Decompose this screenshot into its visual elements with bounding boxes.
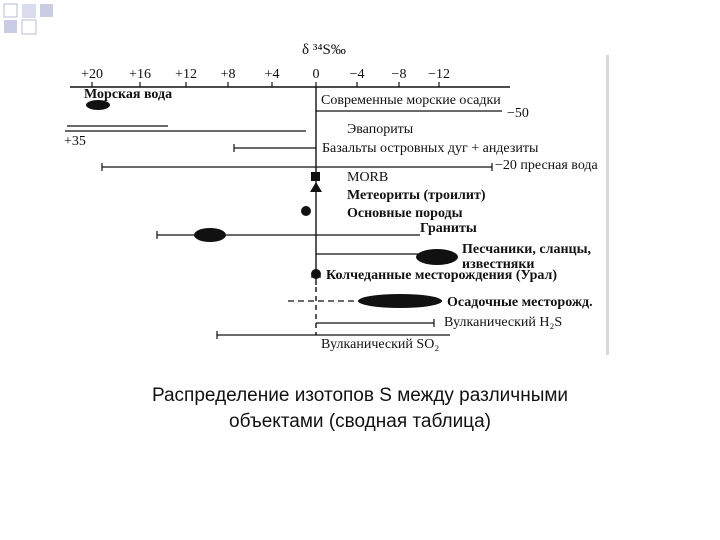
- label-sea-water: Морская вода: [84, 87, 173, 102]
- label-pyrite-deposits: Колчеданные месторождения (Урал): [326, 268, 558, 283]
- tick-label: −12: [428, 67, 450, 82]
- label-minus50: −50: [507, 106, 529, 121]
- tick-label: 0: [312, 67, 320, 82]
- label-meteorites: Метеориты (троилит): [347, 188, 486, 203]
- axis-title: δ ³⁴S‰: [302, 42, 346, 58]
- sandstones-marker: [416, 249, 458, 265]
- axis-tick-labels: [81, 67, 450, 82]
- tick-label: +8: [220, 67, 236, 82]
- label-volcanic-so2: Вулканический SO₂: [321, 337, 440, 352]
- label-modern-sea-sediments: Современные морские осадки: [321, 93, 501, 108]
- scan-edge: [606, 55, 609, 355]
- label-evaporites: Эвапориты: [347, 122, 414, 137]
- label-sandstones-2: известняки: [462, 257, 535, 272]
- label-sedimentary-deposits: Осадочные месторожд.: [447, 295, 593, 310]
- tick-label: −8: [391, 67, 407, 82]
- caption-line-1: Распределение изотопов S между различными: [151, 385, 569, 406]
- label-arc-basalts: Базальты островных дуг + андезиты: [322, 141, 539, 156]
- label-fresh-water: −20 пресная вода: [495, 158, 598, 173]
- basic-rocks-marker: [301, 206, 311, 216]
- tick-label: +4: [264, 67, 280, 82]
- sulfur-isotope-diagram: [40, 35, 620, 360]
- tick-label: +16: [129, 67, 151, 82]
- label-volcanic-h2s: Вулканический H₂S: [444, 315, 563, 330]
- label-granites: Граниты: [420, 221, 477, 236]
- label-basic-rocks: Основные породы: [347, 206, 463, 221]
- tick-label: +12: [175, 67, 197, 82]
- slide-corner-decoration: [0, 0, 60, 40]
- meteorites-marker: [310, 182, 322, 192]
- morb-marker: [311, 172, 320, 181]
- label-plus35: +35: [64, 134, 86, 149]
- tick-label: −4: [349, 67, 365, 82]
- granites-marker: [194, 228, 226, 242]
- label-sandstones-1: Песчаники, сланцы,: [462, 242, 592, 257]
- caption-line-2: объектами (сводная таблица): [229, 411, 491, 432]
- tick-label: +20: [81, 67, 103, 82]
- sedimentary-deposits-marker: [358, 294, 442, 308]
- label-morb: MORB: [347, 170, 389, 185]
